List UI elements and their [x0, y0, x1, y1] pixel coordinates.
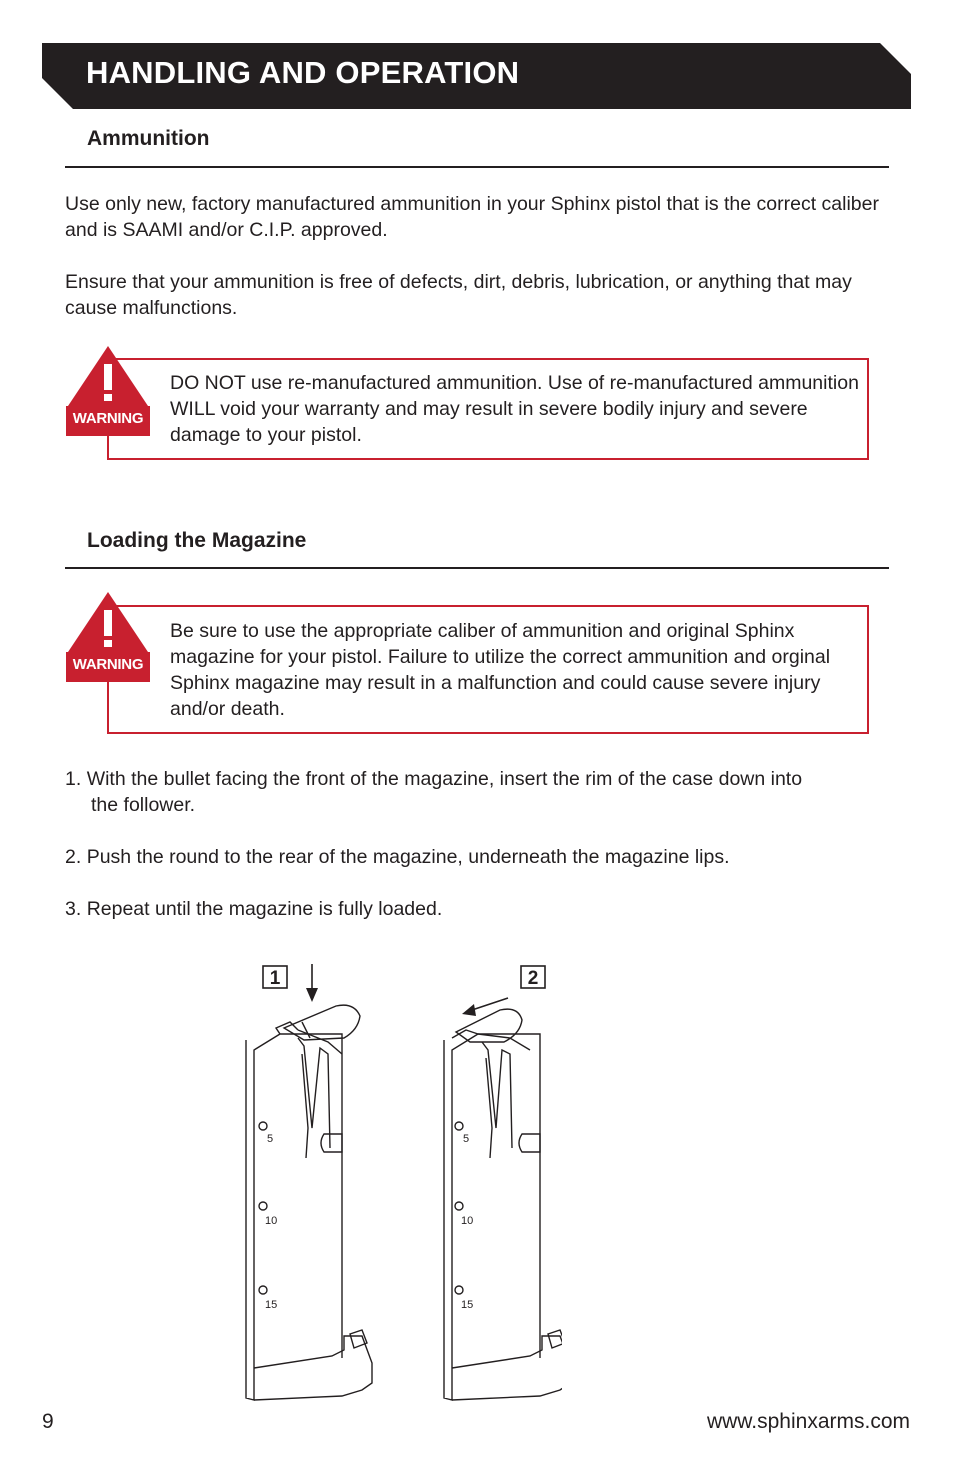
- step-text: Repeat until the magazine is fully loaded.: [86, 898, 443, 920]
- count-label: 15: [461, 1299, 474, 1311]
- step-text-continuation: the follower.: [91, 794, 196, 816]
- website-url: www.sphinxarms.com: [706, 1410, 910, 1433]
- count-label: 10: [461, 1215, 474, 1227]
- section-banner: [42, 43, 911, 109]
- magazine-panel-1: [246, 964, 372, 1400]
- panel-label: 2: [527, 968, 539, 989]
- warning-label: WARNING: [72, 656, 144, 673]
- count-label: 5: [267, 1133, 274, 1145]
- arrow-diagonal-icon: [472, 998, 508, 1010]
- step-3: [65, 896, 442, 922]
- count-label: 5: [463, 1133, 470, 1145]
- ammunition-heading: Ammunition: [87, 127, 210, 150]
- count-label: 15: [265, 1299, 278, 1311]
- panel-label: 1: [269, 968, 281, 989]
- step-2: [65, 844, 730, 870]
- step-text: Push the round to the rear of the magazine, underneath the magazine lips.: [86, 846, 730, 868]
- ammunition-paragraph-2: Ensure that your ammunition is free of defects, dirt, debris, lubrication, or anything that may cause malfunctions.: [65, 271, 852, 319]
- ammunition-paragraph-1: Use only new, factory manufactured ammunition in your Sphinx pistol that is the correct caliber and is SAAMI and/or C.I.P. approved.: [65, 193, 879, 241]
- step-number: 2.: [65, 846, 82, 868]
- count-label: 10: [265, 1215, 278, 1227]
- warning-icon: [66, 344, 150, 436]
- step-1: [65, 766, 802, 818]
- warning-icon: [66, 590, 150, 682]
- step-number: 1.: [65, 768, 82, 790]
- magazine-panel-2: [444, 966, 562, 1400]
- step-text: With the bullet facing the front of the magazine, insert the rim of the case down into: [86, 768, 803, 790]
- loading-rule: [65, 567, 889, 569]
- magazine-loading-figure: [232, 958, 562, 1403]
- step-number: 3.: [65, 898, 82, 920]
- warning-label: WARNING: [72, 410, 144, 427]
- ammunition-warning-text: DO NOT use re-manufactured ammunition. Use of re-manufactured ammunition WILL void your warranty and may result in severe bodily injury and severe damage to your pistol.: [170, 372, 859, 446]
- page-number: 9: [42, 1410, 54, 1433]
- ammunition-rule: [65, 166, 889, 168]
- loading-heading: Loading the Magazine: [87, 529, 307, 552]
- page-title: HANDLING AND OPERATION: [86, 55, 520, 90]
- loading-warning-text: Be sure to use the appropriate caliber of ammunition and original Sphinx magazine for your pistol. Failure to utilize the correct ammunition and orginal Sphinx magazine may result in a malfunction and could cause severe injury and/or death.: [170, 620, 831, 720]
